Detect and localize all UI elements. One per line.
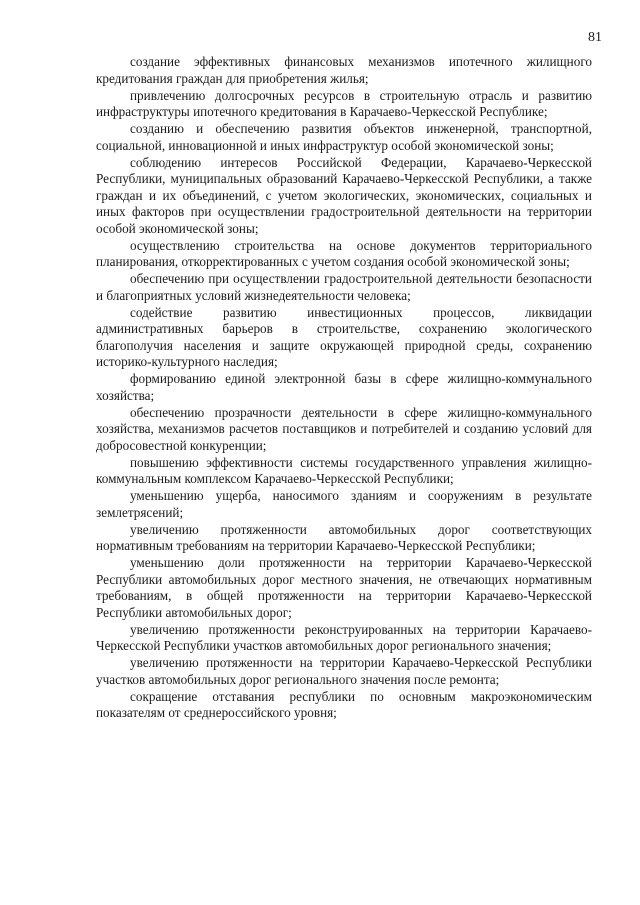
- paragraph: обеспечению при осуществлении градостроительной деятельности безопасности и благоприятных условий жизнедеятельности человека;: [96, 271, 592, 303]
- paragraph: уменьшению ущерба, наносимого зданиям и сооружениям в результате землетрясений;: [96, 488, 592, 520]
- paragraph: сокращение отставания республики по основным макроэкономическим показателям от среднероссийского уровня;: [96, 688, 592, 720]
- paragraph: обеспечению прозрачности деятельности в сфере жилищно-коммунального хозяйства, механизмов расчетов поставщиков и потребителей и созданию условий для добросовестной конкуренции;: [96, 404, 592, 453]
- paragraph: созданию и обеспечению развития объектов инженерной, транспортной, социальной, инновационной и иных инфраструктур особой экономической зоны;: [96, 121, 592, 153]
- document-body: [96, 54, 592, 722]
- paragraph: увеличению протяженности реконструированных на территории Карачаево-Черкесской Республики участков автомобильных дорог регионального значения;: [96, 621, 592, 653]
- paragraph: уменьшению доли протяженности на территории Карачаево-Черкесской Республики автомобильных дорог местного значения, не отвечающих нормативным требованиям, в общей протяженности на территории Карачаево-Черкесской Республики автомобильных дорог;: [96, 555, 592, 620]
- paragraph: привлечению долгосрочных ресурсов в строительную отрасль и развитию инфраструктуры ипотечного кредитования в Карачаево-Черкесской Республике;: [96, 87, 592, 119]
- paragraph: соблюдению интересов Российской Федерации, Карачаево-Черкесской Республики, муниципальных образований Карачаево-Черкесской Республики, а также граждан и их объединений, с учетом экологических, экономических, социальных и иных факторов при осуществлении градостроительной деятельности на территории особой экономической зоны;: [96, 154, 592, 236]
- paragraph: увеличению протяженности автомобильных дорог соответствующих нормативным требованиям на территории Карачаево-Черкесской Республики;: [96, 521, 592, 553]
- page-number: 81: [588, 30, 602, 45]
- paragraph: формированию единой электронной базы в сфере жилищно-коммунального хозяйства;: [96, 371, 592, 403]
- paragraph: повышению эффективности системы государственного управления жилищно-коммунальным комплексом Карачаево-Черкесской Республики;: [96, 454, 592, 486]
- paragraph: создание эффективных финансовых механизмов ипотечного жилищного кредитования граждан для приобретения жилья;: [96, 54, 592, 86]
- paragraph: осуществлению строительства на основе документов территориального планирования, откорректированных с учетом создания особой экономической зоны;: [96, 237, 592, 269]
- paragraph: увеличению протяженности на территории Карачаево-Черкесской Республики участков автомобильных дорог регионального значения после ремонта;: [96, 655, 592, 687]
- paragraph: содействие развитию инвестиционных процессов, ликвидации административных барьеров в строительстве, сохранению экологического благополучия населения и защите окружающей природной среды, сохранению историко-культурного наследия;: [96, 304, 592, 369]
